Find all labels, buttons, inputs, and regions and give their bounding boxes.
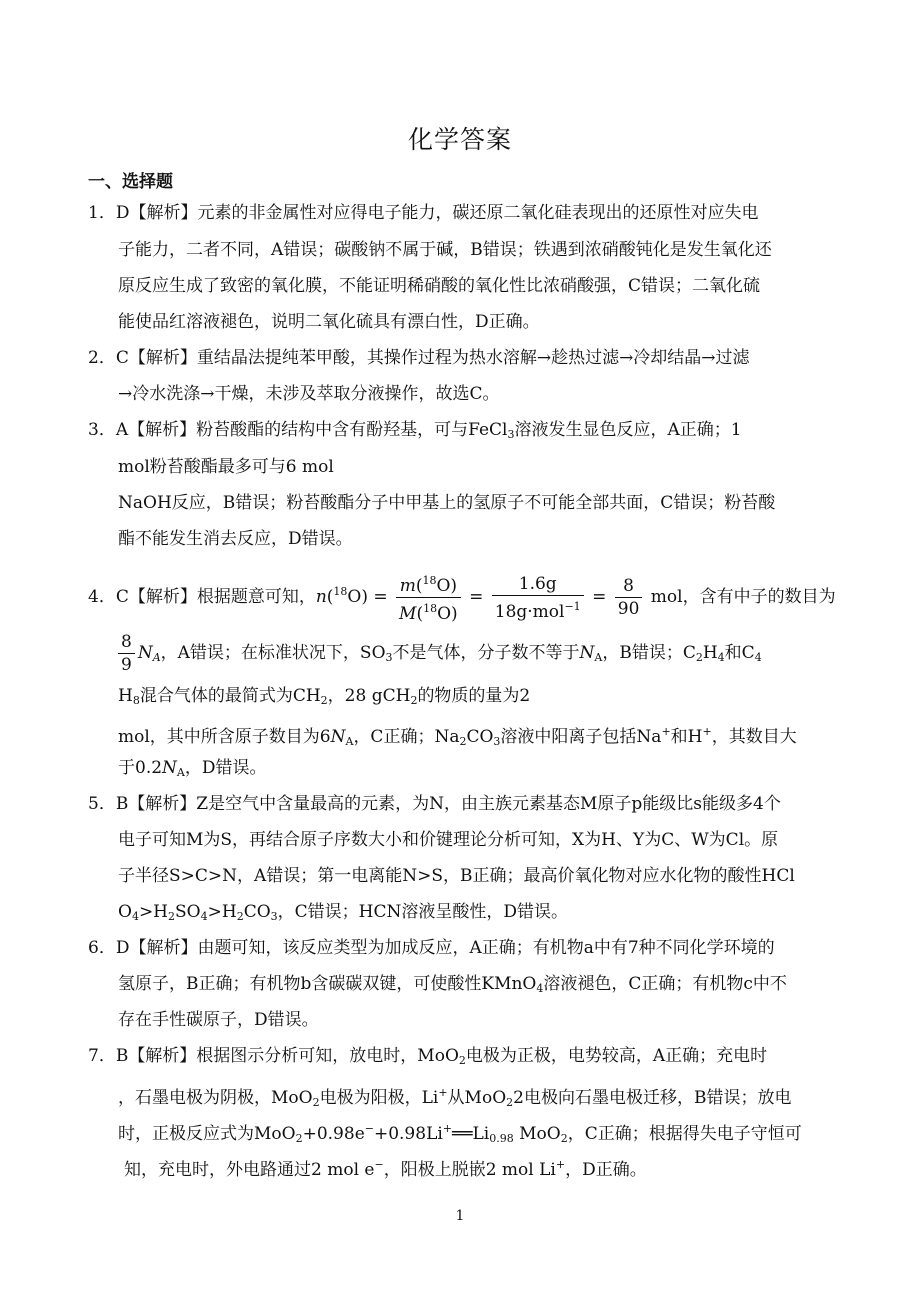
q5-line-3: 子半径S>C>N，A错误；第一电离能N>S，B正确；最高价氧化物对应水化物的酸性HCl bbox=[118, 866, 795, 886]
q4-line-2: $\frac{8}{9}$ $N_A$，A错误；在标准状况下，$SO_3$不是气体，分子数不等于$N_A$，B错误；$C_2H_4$和$C_4$ bbox=[118, 630, 762, 681]
section-heading: 一、选择题 bbox=[88, 172, 173, 192]
q6-line-3: 存在手性碳原子，D错误。 bbox=[118, 1010, 319, 1030]
q7-line-3: 时，正极反应式为$MoO_2+0.98e^-+0.98Li^+══Li_{0.98}$ MoO$_2$，C正确；根据得失电子守恒可 bbox=[118, 1122, 802, 1145]
fraction-mass-molar: $\frac{1.6g}{18g\cdot mol^{-1}}$ bbox=[492, 573, 584, 623]
fraction-moles: $\frac{8}{90}$ bbox=[615, 575, 643, 620]
q5-line-2: 电子可知M为S，再结合原子序数大小和价键理论分析可知，X为H、Y为C、W为Cl。原 bbox=[118, 830, 779, 850]
q3-line-2: mol粉苔酸酯最多可与6 mol bbox=[118, 457, 334, 477]
q5-line-4: $O_4>H_2SO_4>H_2CO_3$，C错误；HCN溶液呈酸性，D错误。 bbox=[118, 902, 568, 923]
q7-line-4: 知，充电时，外电路通过2 mol e−，阳极上脱嵌2 mol Li+，D正确。 bbox=[124, 1158, 647, 1180]
q4-line-3: $H_8$混合气体的最简式为$CH_2$，28 gCH$_2$的物质的量为2 bbox=[118, 686, 531, 707]
fraction-mass-ratio: $\frac{m(^{18}O)}{M(^{18}O)}$ bbox=[396, 570, 461, 625]
q4-line-1: 4．C【解析】根据题意可知，n($^{18}$O) = $\frac{m(^{18}O)}{M(^{18}O)}$ = $\frac{1.6g}{18g\cdot mol^{-1}}$ = $\frac{8}{90}$ mol，含有中子的数目为 bbox=[88, 569, 836, 625]
q5-line-1: 5．B【解析】Z是空气中含量最高的元素，为N，由主族元素基态M原子p能级比s能级多4个 bbox=[88, 794, 781, 814]
q7-line-1: 7．B【解析】根据图示分析可知，放电时，MoO$_2$电极为正极，电势较高，A正确；充电时 bbox=[88, 1046, 768, 1067]
q1-line-3: 原反应生成了致密的氧化膜，不能证明稀硝酸的氧化性比浓硝酸强，C错误；二氧化硫 bbox=[118, 276, 761, 296]
q4-line-5: 于$0.2N_A$，D错误。 bbox=[118, 758, 267, 779]
page-title: 化学答案 bbox=[407, 125, 512, 154]
q3-line-1: 3．A【解析】粉苔酸酯的结构中含有酚羟基，可与FeCl$_3$溶液发生显色反应，A正确；1 bbox=[88, 420, 742, 441]
q6-line-1: 6．D【解析】由题可知，该反应类型为加成反应，A正确；有机物a中有7种不同化学环境的 bbox=[88, 938, 775, 958]
fraction-neutrons: $\frac{8}{9}$ bbox=[118, 631, 135, 676]
q2-line-2: →冷水洗涤→干燥，未涉及萃取分液操作，故选C。 bbox=[118, 384, 500, 404]
q3-line-3: NaOH反应，B错误；粉苔酸酯分子中甲基上的氢原子不可能全部共面，C错误；粉苔酸 bbox=[118, 493, 776, 513]
q3-line-4: 酯不能发生消去反应，D错误。 bbox=[118, 529, 353, 549]
q1-line-1: 1．D【解析】元素的非金属性对应得电子能力，碳还原二氧化硅表现出的还原性对应失电 bbox=[88, 203, 759, 223]
q1-line-4: 能使品红溶液褪色，说明二氧化硫具有漂白性，D正确。 bbox=[118, 312, 540, 332]
page-number: 1 bbox=[455, 1208, 465, 1224]
q2-line-1: 2．C【解析】重结晶法提纯苯甲酸，其操作过程为热水溶解→趁热过滤→冷却结晶→过滤 bbox=[88, 348, 750, 368]
q7-line-2: ，石墨电极为阴极，MoO$_2$电极为阳极，Li+从MoO$_2$2电极向石墨电极迁移，B错误；放电 bbox=[118, 1086, 792, 1109]
q1-line-2: 子能力，二者不同，A错误；碳酸钠不属于碱，B错误；铁遇到浓硝酸钝化是发生氧化还 bbox=[118, 240, 772, 260]
q4-line-4: mol，其中所含原子数目为$6N_A$，C正确；$Na_2CO_3$溶液中阳离子包括Na+和H+，其数目大 bbox=[118, 725, 797, 748]
q6-line-2: 氢原子，B正确；有机物b含碳碳双键，可使酸性KMnO$_4$溶液褪色，C正确；有机物c中不 bbox=[118, 974, 787, 995]
